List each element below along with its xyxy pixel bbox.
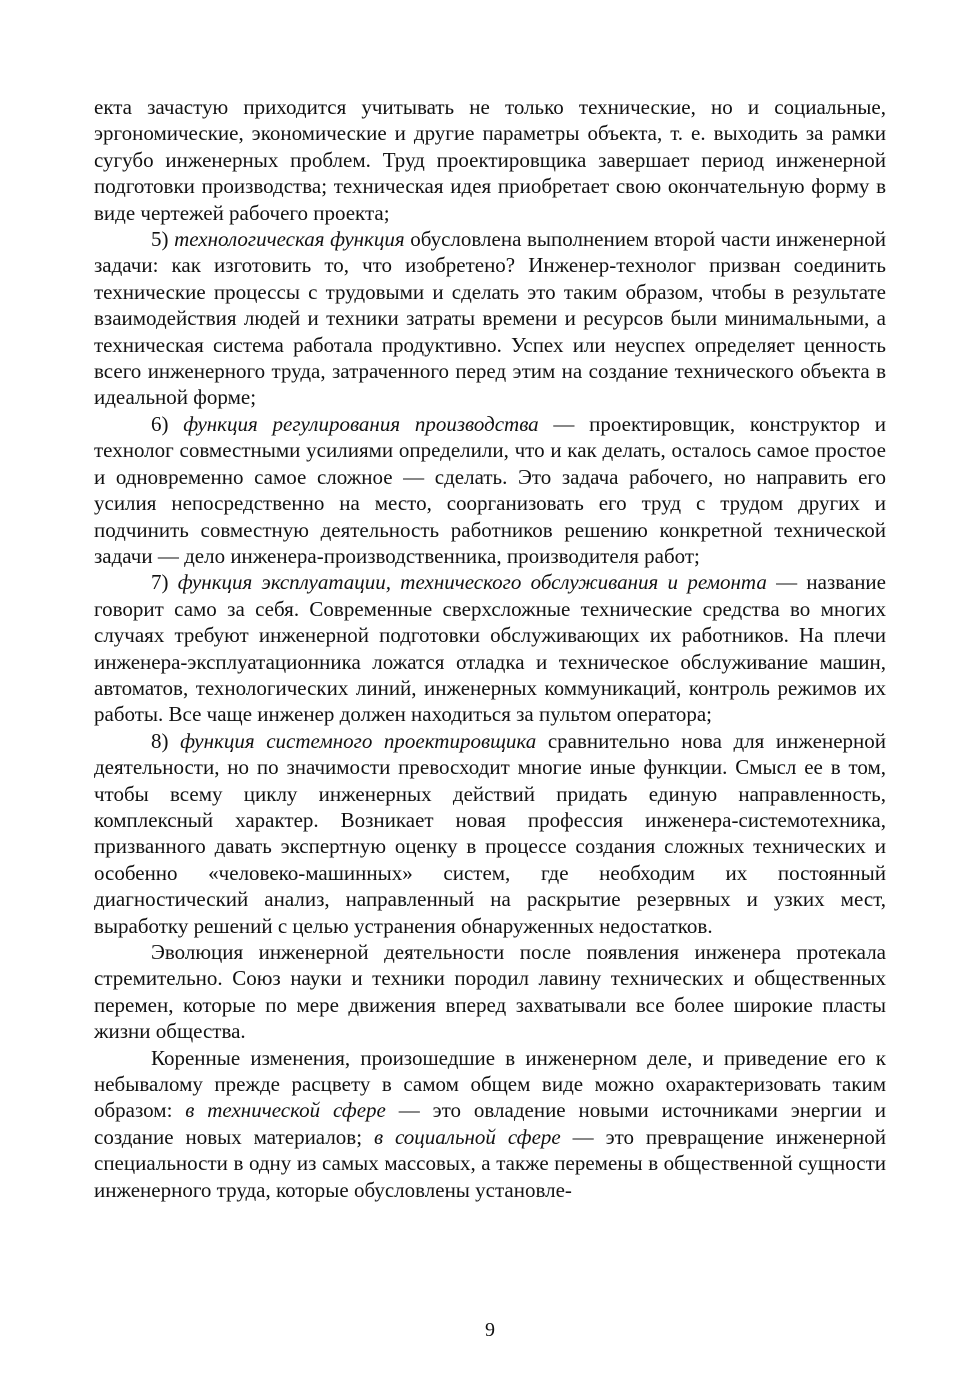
- paragraph-regulation-function: [94, 411, 886, 569]
- list-number: 6): [151, 411, 184, 436]
- italic-term: функция системного проектировщика: [180, 728, 537, 753]
- paragraph-text: — это овладение новыми источниками энергии и создание новых материалов;: [94, 1098, 886, 1149]
- page-number: 9: [485, 1319, 495, 1341]
- italic-term: в технической сфере: [185, 1098, 386, 1123]
- paragraph-fundamental-changes: [94, 1045, 886, 1203]
- italic-term: функция регулирования производства: [183, 411, 539, 436]
- paragraph-text: — название говорит само за себя. Современные сверхсложные технические средства во многих случаях требуют инженерной подготовки обслуживающих их работников. На плечи инженера-эксплуатационника ложатся отладка и техническое обслуживание машин, автоматов, технологических линий, инженерных коммуникаций, контроль режимов их работы. Все чаще инженер должен находиться за пультом оператора;: [94, 570, 886, 727]
- paragraph-text: сравнительно нова для инженерной деятельности, но по значимости превосходит многие иные функции. Смысл ее в том, чтобы всему циклу инженерных действий придать единую направленность, комплексный характер. Возникает новая профессия инженера-системотехника, призванного давать экспертную оценку в процессе создания сложных технических и особенно «человеко-машинных» систем, где необходим их постоянный диагностический анализ, направленный на раскрытие резервных и узких мест, выработку решений с целью устранения обнаруженных недостатков.: [94, 728, 886, 938]
- paragraph-evolution: [94, 939, 886, 1045]
- italic-term: функция эксплуатации, технического обслуживания и ремонта: [177, 570, 767, 595]
- list-number: 5): [151, 227, 175, 252]
- paragraph-text: — проектировщик, конструктор и технолог совместными усилиями определили, что и как делать, осталось самое простое и одновременно самое сложное — сделать. Это задача рабочего, но направить его усилия непосредственно на место, соорганизовать его труд с трудом других и подчинить совместную деятельность работников решению конкретной технической задачи — дело инженера-производственника, производителя работ;: [94, 411, 886, 568]
- italic-term: в социальной сфере: [373, 1124, 561, 1149]
- paragraph-system-designer-function: [94, 728, 886, 939]
- paragraph-continuation: [94, 94, 886, 226]
- paragraph-text: Коренные изменения, произошедшие в инженерном деле, и приведение его к небывалому прежде расцвету в самом общем виде можно охарактеризовать таким образом:: [94, 1045, 886, 1123]
- paragraph-text: — это превращение инженерной специальности в одну из самых массовых, а также перемены в общественной сущности инженерного труда, которые обусловлены установле-: [94, 1124, 886, 1202]
- paragraph-text: екта зачастую приходится учитывать не только технические, но и социальные, эргономические, экономические и другие параметры объекта, т. е. выходить за рамки сугубо инженерных проблем. Труд проектировщика завершает период инженерной подготовки производства; техническая идея приобретает свою окончательную форму в виде чертежей рабочего проекта;: [94, 95, 886, 225]
- paragraph-text: Эволюция инженерной деятельности после появления инженера протекала стремительно. Союз науки и техники породил лавину технических и общественных перемен, которые по мере движения вперед захватывали все более широкие пласты жизни общества.: [94, 940, 886, 1044]
- list-number: 8): [151, 728, 181, 753]
- body-text: [94, 94, 886, 1203]
- italic-term: технологическая функция: [174, 227, 405, 252]
- list-number: 7): [151, 570, 178, 595]
- paragraph-operation-function: [94, 569, 886, 727]
- paragraph-technological-function: [94, 226, 886, 411]
- paragraph-text: обусловлена выполнением второй части инженерной задачи: как изготовить то, что изобретено? Инженер-технолог призван соединить технические процессы с трудовыми и сделать это таким образом, чтобы в результате взаимодействия людей и техники затраты времени и ресурсов были минимальными, а техническая система работала продуктивно. Успех или неуспех определяет ценность всего инженерного труда, затраченного перед этим на создание технического объекта в идеальной форме;: [94, 227, 887, 410]
